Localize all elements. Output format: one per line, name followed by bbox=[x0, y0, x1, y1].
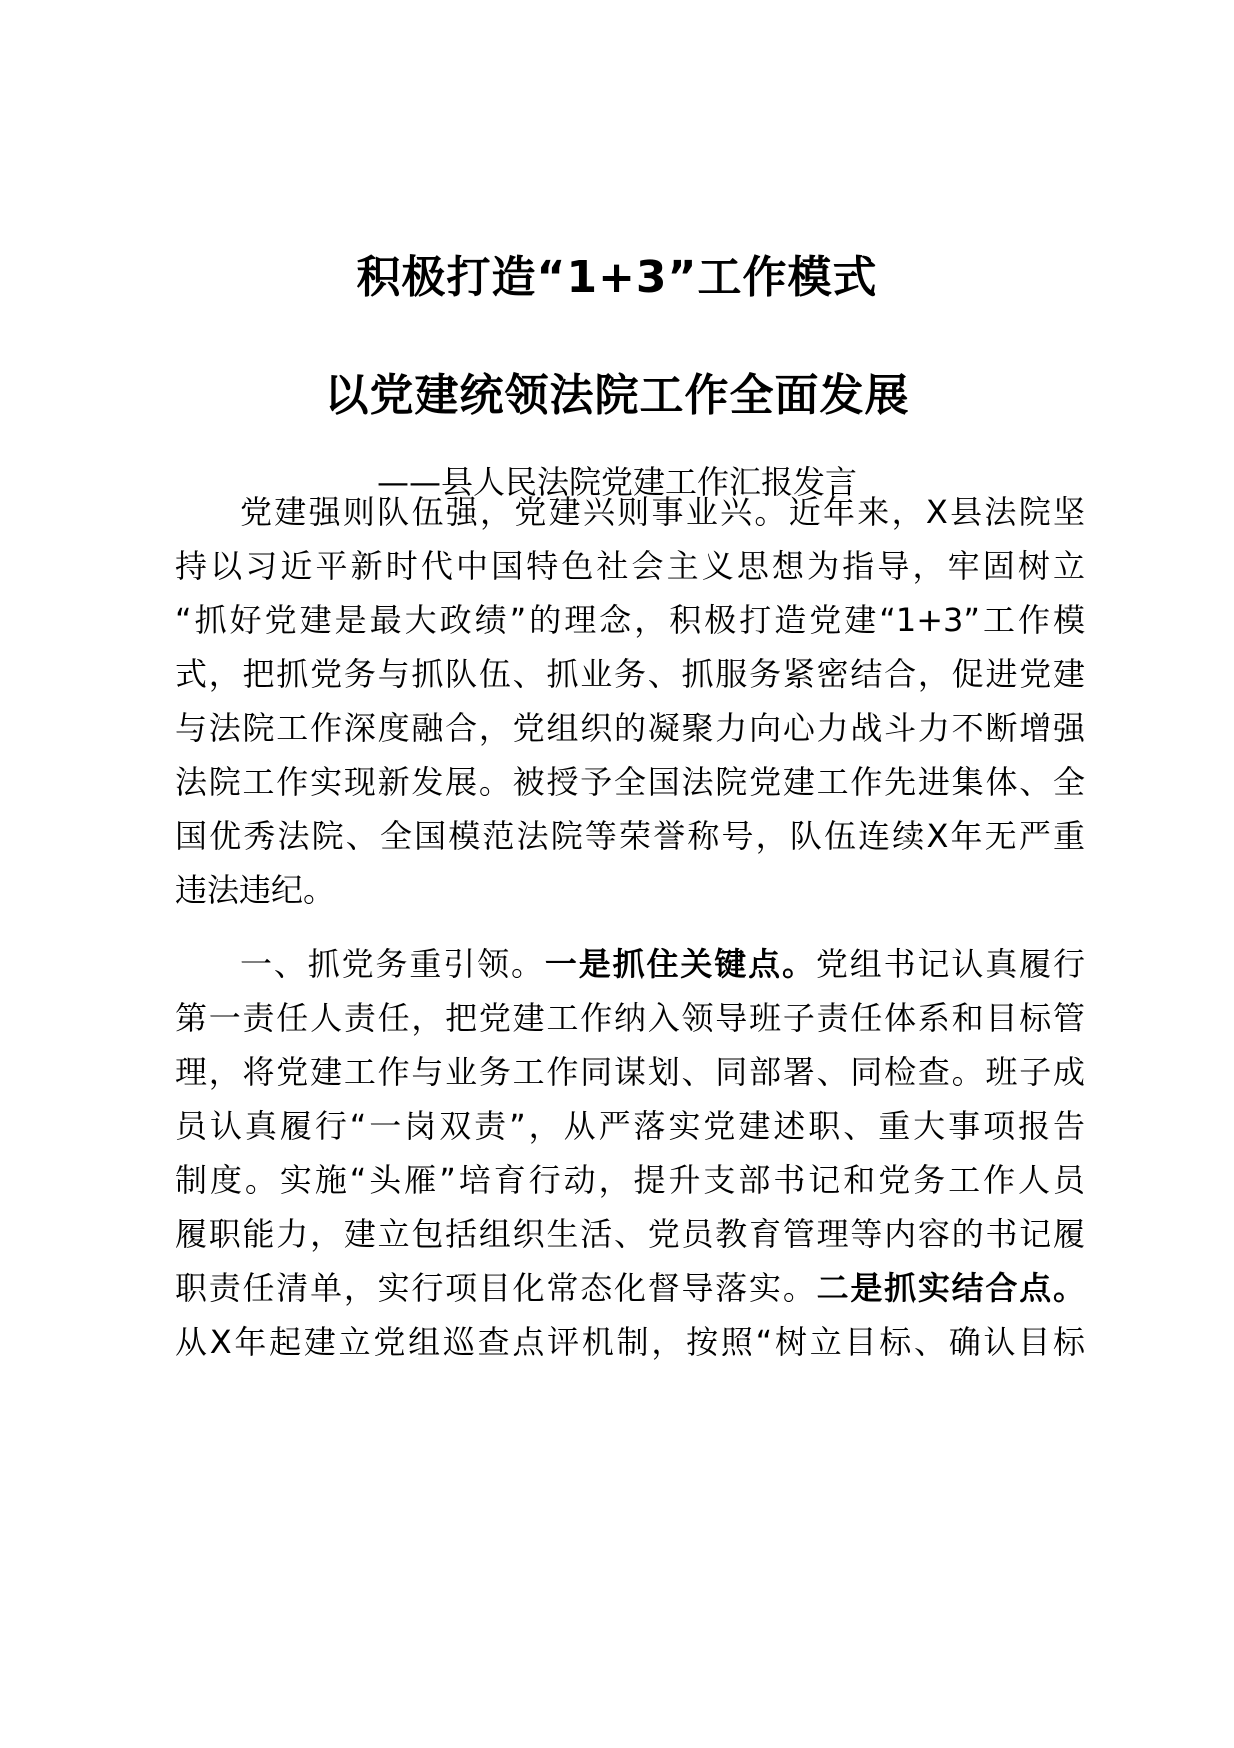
paragraph1-line4: 式，把抓党务与抓队伍、抓业务、抓服务紧密结合，促进党建 bbox=[175, 655, 1085, 693]
paragraph1-line6: 法院工作实现新发展。被授予全国法院党建工作先进集体、全 bbox=[175, 763, 1085, 801]
paragraph2-line7 bbox=[175, 1266, 1085, 1310]
document-title-line1: 积极打造“1+3”工作模式 bbox=[356, 252, 878, 303]
paragraph1-line7: 国优秀法院、全国模范法院等荣誉称号，队伍连续X年无严重 bbox=[175, 817, 1085, 855]
paragraph2-line3: 理，将党建工作与业务工作同谋划、同部署、同检查。班子成 bbox=[175, 1053, 1085, 1091]
paragraph1-line1: 党建强则队伍强，党建兴则事业兴。近年来，X县法院坚 bbox=[240, 493, 1085, 531]
paragraph2-line8: 从X年起建立党组巡查点评机制，按照“树立目标、确认目标 bbox=[175, 1323, 1085, 1361]
document-subtitle: ——县人民法院党建工作汇报发言 bbox=[376, 463, 857, 501]
section-heading: 一、抓党务重引领。 bbox=[240, 945, 545, 983]
key-point-heading-1: 一是抓住关键点。 bbox=[544, 945, 816, 983]
paragraph2-line6: 履职能力，建立包括组织生活、党员教育管理等内容的书记履 bbox=[175, 1215, 1085, 1253]
paragraph2-line1 bbox=[240, 942, 1085, 986]
paragraph1-line5: 与法院工作深度融合，党组织的凝聚力向心力战斗力不断增强 bbox=[175, 709, 1085, 747]
paragraph2-line7-text: 职责任清单，实行项目化常态化督导落实。 bbox=[175, 1269, 817, 1307]
paragraph2-line2: 第一责任人责任，把党建工作纳入领导班子责任体系和目标管 bbox=[175, 999, 1085, 1037]
paragraph1-line2: 持以习近平新时代中国特色社会主义思想为指导，牢固树立 bbox=[175, 547, 1085, 585]
paragraph2-line5: 制度。实施“头雁”培育行动，提升支部书记和党务工作人员 bbox=[175, 1161, 1085, 1199]
paragraph2-line1-tail: 党组书记认真履行 bbox=[815, 945, 1085, 983]
paragraph2-line4: 员认真履行“一岗双责”，从严落实党建述职、重大事项报告 bbox=[175, 1107, 1085, 1145]
key-point-heading-2: 二是抓实结合点。 bbox=[816, 1269, 1085, 1307]
paragraph1-line3: “抓好党建是最大政绩”的理念，积极打造党建“1+3”工作模 bbox=[175, 601, 1085, 639]
paragraph1-line8: 违法违纪。 bbox=[175, 871, 336, 909]
document-title-line2: 以党建统领法院工作全面发展 bbox=[324, 370, 910, 421]
